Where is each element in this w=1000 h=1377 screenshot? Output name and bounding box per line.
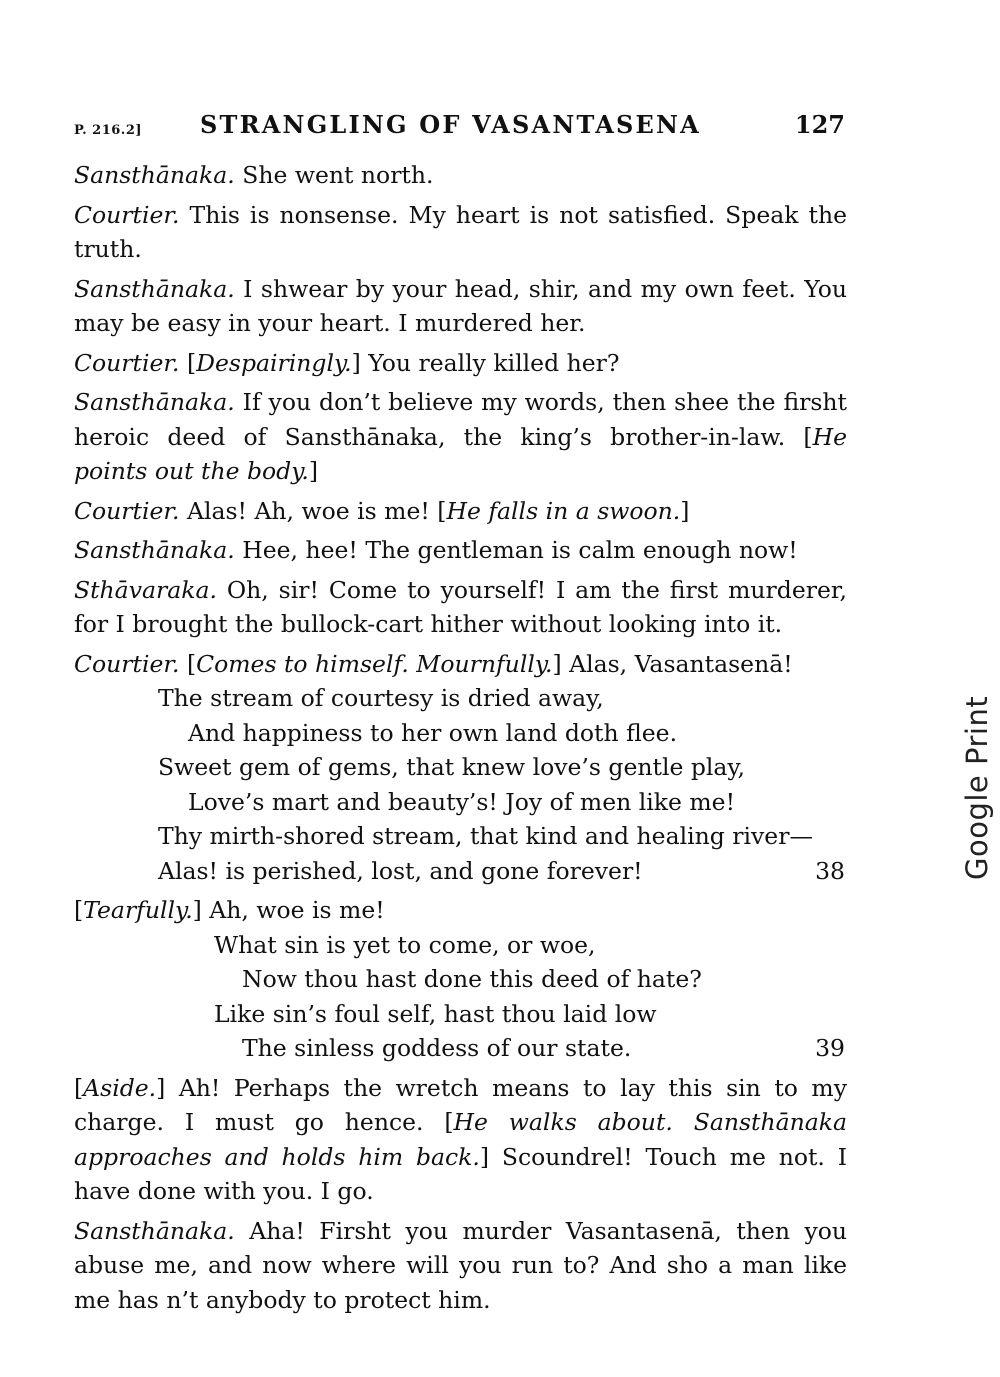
speaker-name: Sansthānaka. xyxy=(74,1216,235,1245)
speaker-name: Sansthānaka. xyxy=(74,388,235,416)
stage-direction: Aside. xyxy=(83,1073,157,1102)
speech-courtier-aside xyxy=(74,1071,847,1209)
speaker-name: Courtier. xyxy=(74,496,180,525)
verse-line xyxy=(158,854,847,889)
verse-line: What sin is yet to come, or woe, xyxy=(214,930,596,959)
speech-courtier xyxy=(74,494,847,529)
speech-text: ] You really killed her? xyxy=(351,348,620,377)
verse-line: Like sin’s foul self, hast thou laid low xyxy=(214,999,657,1028)
speech-text: Alas! Ah, woe is me! [ xyxy=(179,496,447,525)
stage-direction: Comes to himself. Mournfully. xyxy=(196,649,553,678)
speaker-name: Sansthānaka. xyxy=(74,536,235,564)
speech-text: I shwear by your head, shir, and my own feet. You may be easy in your heart. I murdered her. xyxy=(74,274,847,337)
speech-text: ] Ah! Perhaps the wretch means to lay this sin to my charge. I must go hence. [ xyxy=(74,1073,847,1136)
running-title: STRANGLING OF VASANTASENA xyxy=(200,110,702,139)
speaker-name: Sansthānaka. xyxy=(74,274,235,303)
speech-sansthanaka xyxy=(74,385,847,489)
verse-line-text: The sinless goddess of our state. xyxy=(242,1034,632,1062)
speech-courtier xyxy=(74,647,847,682)
speech-sansthanaka xyxy=(74,533,847,568)
speaker-name: Sthāvaraka. xyxy=(74,575,217,604)
speech-text: If you don’t believe my words, then shee the firsht heroic deed of Sansthānaka, the king’s brother-in-law. [ xyxy=(74,388,847,451)
running-header xyxy=(74,108,847,148)
verse-line-text: Alas! is perished, lost, and gone forever! xyxy=(158,856,643,885)
speaker-name: Courtier. xyxy=(74,649,180,678)
speech-text: Aha! Firsht you murder Vasantasenā, then you abuse me, and now where will you run to? And sho a man like me has n’t anybody to protect him. xyxy=(74,1216,847,1314)
google-print-watermark: Google Print xyxy=(960,695,994,880)
speech-text: ] xyxy=(308,457,318,485)
stage-direction: He falls in a swoon. xyxy=(446,496,681,525)
speech-text: She went north. xyxy=(234,161,434,189)
speech-text: ] Ah, woe is me! xyxy=(192,896,385,924)
verse-line: Sweet gem of gems, that knew love’s gentle play, xyxy=(158,753,746,781)
speech-text: ] Scoundrel! Touch me not. I have done with you. I go. xyxy=(74,1142,847,1205)
stage-direction: He walks about. Sansthānaka approaches and holds him back. xyxy=(74,1108,848,1171)
verse-line: And happiness to her own land doth flee. xyxy=(188,718,678,747)
speech-courtier xyxy=(74,198,847,267)
verse-line: Now thou hast done this deed of hate? xyxy=(242,965,702,993)
speech-sansthanaka xyxy=(74,272,847,341)
speaker-name: Courtier. xyxy=(74,348,180,377)
speech-text: [ xyxy=(179,348,197,377)
speech-sansthanaka xyxy=(74,1214,847,1318)
speech-text: ] xyxy=(680,496,690,525)
verse-38 xyxy=(74,681,847,888)
speech-text: This is nonsense. My heart is not satisfied. Speak the truth. xyxy=(74,200,847,263)
speaker-name: Sansthānaka. xyxy=(74,161,235,189)
stage-direction: Tearfully. xyxy=(83,896,193,924)
speaker-name: Courtier. xyxy=(74,200,180,229)
verse-39 xyxy=(74,928,847,1066)
speech-courtier-cont xyxy=(74,893,847,928)
stage-direction: Despairingly. xyxy=(196,348,352,377)
book-page xyxy=(74,108,847,1322)
verse-number: 39 xyxy=(815,1034,845,1062)
speech-text: [ xyxy=(179,649,197,678)
speech-text: Hee, hee! The gentleman is calm enough now! xyxy=(234,536,798,564)
speech-text: [ xyxy=(74,1073,84,1102)
verse-line: Thy mirth-shored stream, that kind and healing river— xyxy=(158,822,813,850)
verse-line: The stream of courtesy is dried away, xyxy=(158,684,604,712)
speech-courtier xyxy=(74,346,847,381)
page-number: 127 xyxy=(794,110,845,139)
speech-sansthanaka xyxy=(74,158,847,193)
verse-number: 38 xyxy=(815,856,845,885)
verse-line: Love’s mart and beauty’s! Joy of men like me! xyxy=(188,787,736,816)
stage-direction: He points out the body. xyxy=(74,422,847,485)
speech-sthavaraka xyxy=(74,573,847,642)
speech-text: [ xyxy=(74,896,84,924)
speech-text: ] Alas, Vasantasenā! xyxy=(552,649,793,678)
speech-text: Oh, sir! Come to yourself! I am the first murderer, for I brought the bullock-cart hither without looking into it. xyxy=(74,575,847,638)
verse-line xyxy=(214,1031,847,1066)
page-reference: P. 216.2] xyxy=(74,123,143,138)
